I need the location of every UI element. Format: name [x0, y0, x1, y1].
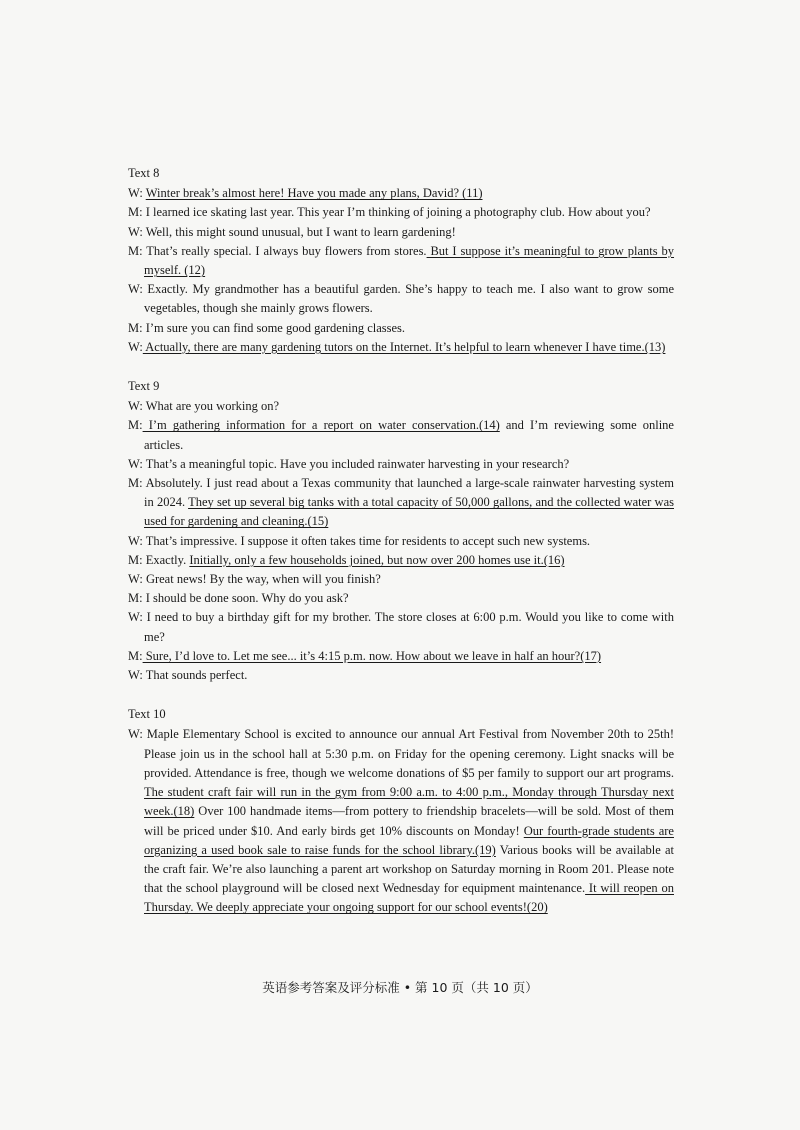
speaker-label: M:	[128, 476, 143, 491]
speaker-label: W:	[128, 533, 143, 548]
section-heading: Text 10	[128, 707, 166, 722]
transcript-line	[128, 570, 674, 589]
dialogue-lines	[128, 184, 674, 357]
transcript-line	[128, 666, 674, 685]
text10-section	[128, 705, 674, 917]
transcript-line	[128, 338, 674, 357]
line-text: That sounds perfect.	[142, 668, 248, 683]
underlined-answer-text: They set up several big tanks with a total capacity of 50,000 gallons, and the collected water was used for gardening and cleaning.(15)	[144, 495, 674, 529]
underlined-answer-text: It will reopen on Thursday. We deeply appreciate your ongoing support for our school events!(20)	[144, 881, 674, 915]
text8-section	[128, 164, 674, 357]
line-text: and I’m reviewing some online articles.	[144, 418, 674, 452]
underlined-answer-text: But I suppose it’s meaningful to grow plants by myself. (12)	[144, 243, 675, 278]
page-footer: 英语参考答案及评分标准 • 第 10 页（共 10 页）	[262, 980, 538, 995]
speaker-label: W:	[128, 282, 143, 297]
line-text: I should be done soon. Why do you ask?	[142, 591, 349, 606]
line-text: Exactly. My grandmother has a beautiful garden. She’s happy to teach me. I also want to grow some vegetables, though she mainly grows flowers.	[142, 282, 674, 316]
line-text: That’s really special. I always buy flowers from stores.	[142, 243, 427, 258]
speaker-label: M:	[128, 648, 143, 663]
speaker-label: W:	[128, 610, 143, 625]
speaker-label: M:	[128, 552, 143, 567]
transcript-line	[128, 474, 674, 532]
line-text: Over 100 handmade items—from pottery to friendship bracelets—will be sold. Most of them will be priced under $10. And early birds get 10% discounts on Monday!	[144, 804, 674, 838]
speaker-label: W:	[128, 186, 143, 201]
speaker-label: W:	[128, 727, 143, 742]
transcript-line	[128, 532, 674, 551]
underlined-answer-text: The student craft fair will run in the gym from 9:00 a.m. to 4:00 p.m., Monday through Thursday next week.(18)	[144, 785, 674, 819]
line-text: That’s impressive. I suppose it often takes time for residents to accept such new systems.	[142, 533, 591, 548]
text9-section	[128, 377, 674, 685]
line-text: That’s a meaningful topic. Have you included rainwater harvesting in your research?	[142, 456, 570, 471]
dialogue-lines	[128, 725, 674, 917]
speaker-label: M:	[128, 418, 143, 433]
transcript-line	[128, 647, 674, 666]
line-text: Well, this might sound unusual, but I want to learn gardening!	[142, 224, 456, 239]
transcript-line	[128, 319, 674, 338]
transcript-line	[128, 280, 674, 318]
speaker-label: W:	[128, 572, 143, 587]
transcript-line	[128, 184, 674, 203]
section-heading: Text 8	[128, 166, 160, 180]
underlined-answer-text: Initially, only a few households joined, but now over 200 homes use it.(16)	[189, 552, 565, 567]
speaker-label: M:	[128, 591, 143, 606]
transcript-line	[128, 551, 674, 570]
transcript-content	[128, 164, 674, 938]
line-text: Exactly.	[142, 552, 190, 567]
transcript-line	[128, 608, 674, 646]
underlined-answer-text: I’m gathering information for a report on water conservation.(14)	[142, 418, 500, 433]
line-text: What are you working on?	[142, 399, 280, 414]
transcript-line	[128, 223, 674, 242]
transcript-line	[128, 589, 674, 608]
underlined-answer-text: Sure, I’d love to. Let me see... it’s 4:15 p.m. now. How about we leave in half an hour?(17)	[142, 648, 602, 663]
line-text: I learned ice skating last year. This year I’m thinking of joining a photography club. How about you?	[142, 205, 651, 220]
speaker-label: M:	[128, 320, 143, 335]
speaker-label: W:	[128, 456, 143, 471]
underlined-answer-text: Winter break’s almost here! Have you made any plans, David? (11)	[145, 186, 483, 201]
section-heading: Text 9	[128, 379, 160, 394]
speaker-label: W:	[128, 668, 143, 683]
dialogue-lines	[128, 397, 674, 685]
speaker-label: M:	[128, 243, 143, 258]
transcript-line	[128, 416, 674, 454]
underlined-answer-text: Actually, there are many gardening tutors on the Internet. It’s helpful to learn whenever I have time.(13)	[142, 339, 666, 354]
line-text: Great news! By the way, when will you finish?	[142, 572, 381, 587]
line-text: Maple Elementary School is excited to announce our annual Art Festival from November 20th to 25th! Please join us in the school hall at 5:30 p.m. on Friday for the opening ceremony. Light snacks will be provided. Attendance is free, though we welcome donations of $5 per family to support our art programs.	[142, 727, 674, 780]
transcript-line	[128, 397, 674, 416]
line-text: Absolutely. I just read about a Texas community that launched a large-scale rainwater harvesting system in 2024.	[142, 476, 674, 510]
transcript-line	[128, 242, 674, 280]
line-text: Various books will be available at the craft fair. We’re also launching a parent art workshop on Saturday morning in Room 201. Please note that the school playground will be closed next Wednesday for equipment maintenance.	[144, 842, 674, 896]
line-text: I need to buy a birthday gift for my brother. The store closes at 6:00 p.m. Would you like to come with me?	[142, 610, 674, 644]
speaker-label: W:	[128, 339, 143, 354]
underlined-answer-text: Our fourth-grade students are organizing a used book sale to raise funds for the school library.(19)	[144, 823, 674, 857]
speaker-label: W:	[128, 224, 143, 239]
speaker-label: M:	[128, 205, 143, 220]
transcript-line	[128, 203, 674, 222]
transcript-line	[128, 725, 674, 917]
speaker-label: W:	[128, 399, 143, 414]
line-text: I’m sure you can find some good gardening classes.	[142, 320, 406, 335]
transcript-line	[128, 455, 674, 474]
